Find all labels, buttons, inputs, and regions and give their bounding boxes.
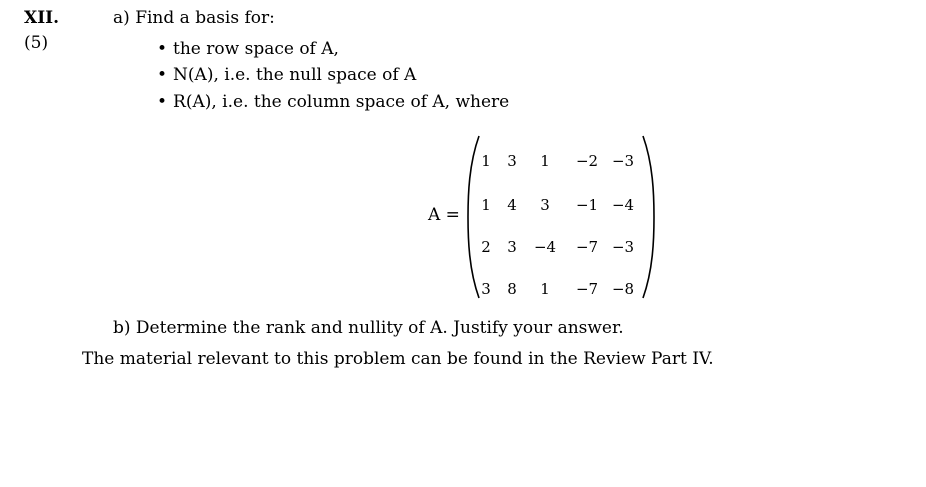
matrix-cell: 3 — [481, 280, 491, 298]
matrix-cell: 3 — [540, 196, 550, 214]
problem-points: (5) — [24, 33, 49, 53]
matrix-cell: −3 — [611, 152, 635, 170]
matrix-cell: 1 — [540, 152, 550, 170]
matrix-cell: −8 — [611, 280, 635, 298]
matrix-cell: −4 — [533, 238, 557, 256]
bullet-dot: • — [157, 65, 168, 85]
matrix-cell: −1 — [575, 196, 599, 214]
matrix-cell: 1 — [481, 152, 491, 170]
matrix-cell: −7 — [575, 238, 599, 256]
problem-number: XII. — [24, 8, 60, 28]
part-a-label: a) — [113, 8, 130, 28]
bullet-row-space — [157, 39, 339, 59]
bullet-text: the row space of A, — [173, 39, 339, 59]
bullet-dot: • — [157, 39, 168, 59]
matrix-cell: 1 — [540, 280, 550, 298]
footer-note: The material relevant to this problem can be found in the Review Part IV. — [82, 349, 714, 369]
part-b-label: b) — [113, 318, 131, 338]
bullet-text: R(A), i.e. the column space of A, where — [173, 92, 510, 112]
matrix-a — [466, 134, 660, 300]
matrix-cell: −2 — [575, 152, 599, 170]
part-b-question — [113, 318, 624, 338]
matrix-cell: 8 — [507, 280, 517, 298]
part-a-heading — [113, 8, 275, 28]
matrix-cell: −3 — [611, 238, 635, 256]
bullet-dot: • — [157, 92, 168, 112]
matrix-cell: 2 — [481, 238, 491, 256]
bullet-text: N(A), i.e. the null space of A — [173, 65, 417, 85]
matrix-cell: 1 — [481, 196, 491, 214]
matrix-cell: 4 — [507, 196, 517, 214]
matrix-label: A = — [428, 205, 460, 225]
part-a-intro: Find a basis for: — [135, 8, 275, 28]
right-parenthesis-icon — [640, 134, 656, 300]
matrix-cell: −4 — [611, 196, 635, 214]
matrix-cell: 3 — [507, 152, 517, 170]
bullet-null-space — [157, 65, 416, 85]
part-b-text: Determine the rank and nullity of A. Justify your answer. — [135, 318, 624, 338]
matrix-cell: −7 — [575, 280, 599, 298]
bullet-column-space — [157, 92, 509, 112]
left-parenthesis-icon — [466, 134, 482, 300]
matrix-cell: 3 — [507, 238, 517, 256]
